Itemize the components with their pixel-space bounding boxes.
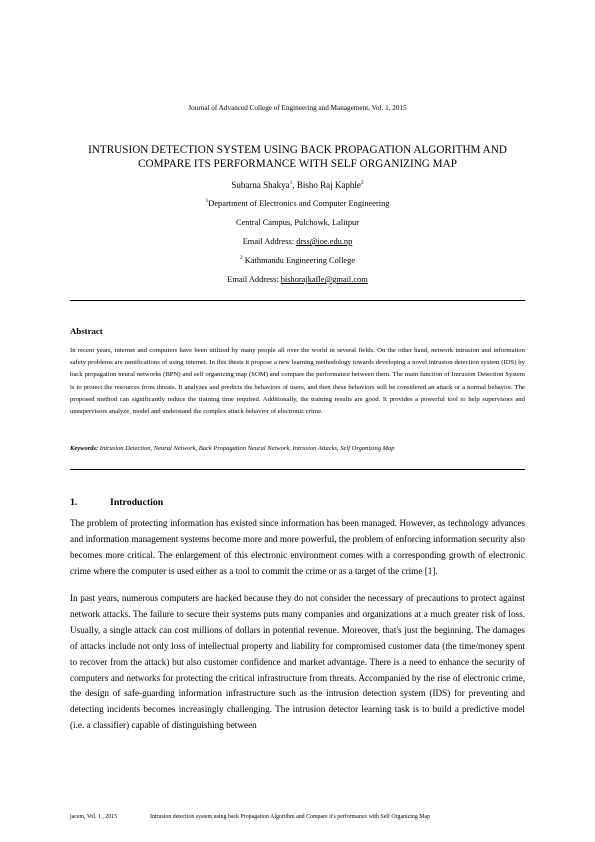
page-footer — [70, 814, 525, 820]
keywords — [70, 445, 525, 452]
author-1: Subarna Shakya — [231, 180, 290, 190]
affiliation-2-email — [0, 275, 595, 284]
author-1-sup: 1 — [289, 180, 293, 186]
email-link-2[interactable]: bishorajkafle@gmail.com — [280, 275, 368, 284]
title-line-1: INTRUSION DETECTION SYSTEM USING BACK PROPAGATION ALGORITHM AND — [88, 144, 507, 156]
divider-top — [70, 300, 525, 301]
affiliation-2-college — [0, 256, 595, 265]
section-number: 1. — [70, 497, 78, 508]
author-2-sup: 2 — [360, 180, 364, 186]
divider-bottom — [70, 469, 525, 470]
section-heading — [70, 497, 163, 508]
title-line-2: COMPARE ITS PERFORMANCE WITH SELF ORGANIZING MAP — [138, 158, 457, 170]
affiliation-1-campus: Central Campus, Pulchowk, Lalitpur — [235, 218, 360, 227]
keywords-text: Intrusion Detection, Neural Network, Back Propagation Neural Network, Intrusion Attacks, Self Organizing Map — [98, 445, 395, 452]
affiliation-1-dept — [0, 199, 595, 208]
footer-left: jacem, Vol. 1 , 2015 — [70, 814, 118, 820]
email-label-1: Email Address: — [242, 237, 297, 246]
author-list — [0, 180, 595, 190]
author-separator: , — [292, 180, 297, 190]
aff-1-dept-text: Department of Electronics and Computer Engineering — [208, 199, 390, 208]
abstract-text: In recent years, internet and computers have been utilized by many people all over the world in several fields. On the other hand, network intrusion and information safety problems are ramifications of using internet. In this thesis it propose a new learning methodology towards developing a novel intrusion detection system (IDS) by back propagation neural networks (BPN) and self organizing map (SOM) and compare the performance between them. The main function of Intrusion Detection System is to protect the resources from threats. It analyzes and predicts the behaviors of users, and then these behaviors will be considered an attack or a normal behavior. The proposed method can significantly reduce the training time required. Additionally, the training results are good. It provides a powerful tool to help supervisors and unsupervisors analyze, model and understand the complex attack behavior of electronic crime. — [70, 347, 525, 416]
author-2: Bisho Raj Kaphle — [296, 180, 361, 190]
paper-title — [60, 143, 535, 171]
intro-paragraph-2: In past years, numerous computers are hacked because they do not consider the necessary of precautions to protect against network attacks. The failure to secure their systems puts many companies and organizations at a much greater risk of loss. Usually, a single attack can cost millions of dollars in potential revenue. Moreover, that's just the beginning. The damages of attacks include not only loss of intellectual property and liability for compromised customer data (the time/money spent to recover from the attack) but also customer confidence and market advantage. There is a need to enhance the security of computers and networks for protecting the critical infrastructure from threats. Accompanied by the rise of electronic crime, the design of safe-guarding information infrastructure such as the intrusion detection system (IDS) for preventing and detecting incidents becomes increasingly challenging. The intrusion detector learning task is to build a predictive model (i.e. a classifier) capable of distinguishing between — [70, 593, 525, 731]
aff-2-sup: 2 — [239, 255, 243, 262]
footer-right: Intrusion detection system using back Propagation Algorithm and Compare it's performance with Self Organizing Map — [150, 814, 431, 820]
email-label-2: Email Address: — [227, 275, 281, 284]
section-title: Introduction — [110, 497, 164, 508]
intro-paragraph-1: The problem of protecting information has existed since information has been managed. However, as technology advances and information management systems become more and more powerful, the problem of enforcing information security also becomes more critical. The enlargement of this electronic environment comes with a corresponding growth of electronic crime where the computer is used either as a tool to commit the crime or as a target of the crime [1]. — [70, 518, 525, 576]
affiliation-1-email — [0, 237, 595, 246]
abstract-heading: Abstract — [70, 326, 103, 336]
email-link-1[interactable]: drss@ioe.edu.np — [296, 237, 353, 246]
aff-1-sup: 1 — [205, 198, 209, 205]
aff-2-college-text: Kathmandu Engineering College — [242, 256, 356, 265]
keywords-label: Keywords: — [70, 445, 99, 452]
journal-header: Journal of Advanced College of Engineering and Management, Vol. 1, 2015 — [188, 104, 407, 112]
